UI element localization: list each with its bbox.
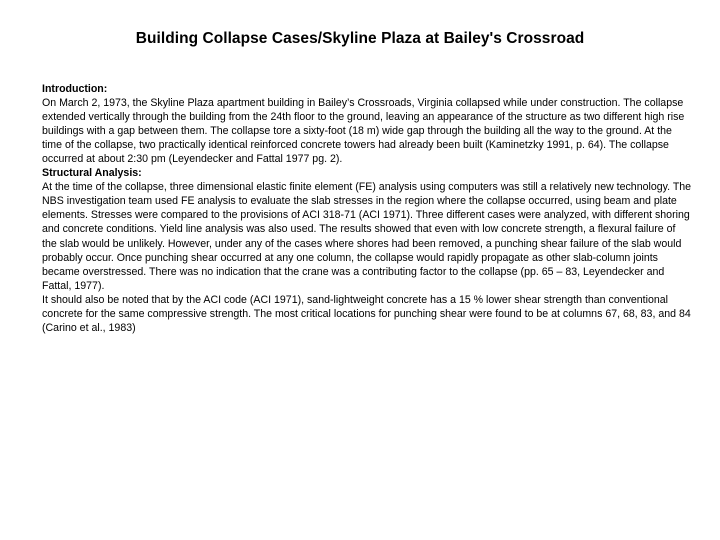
structural-analysis-heading: Structural Analysis:: [42, 167, 142, 180]
note-paragraph: It should also be noted that by the ACI code (ACI 1971), sand-lightweight concrete has a 15 % lower shear strength than conventional concrete for the same compressive strength. The most critical locations for punching shear were found to be at columns 67, 68, 83, and 84 (Carino et al., 1983): [42, 293, 691, 334]
structural-analysis-paragraph: At the time of the collapse, three dimensional elastic finite element (FE) analysis using computers was still a relatively new technology. The NBS investigation team used FE analysis to evaluate the slab stresses in the region where the collapse occurred, using beam and plate elements. Stresses were compared to the provisions of ACI 318-71 (ACI 1971). Three different cases were analyzed, with different shoring and concrete conditions. Yield line analysis was also used. The results showed that even with low concrete strength, a flexural failure of the slab would be unlikely. However, under any of the cases where shores had been removed, a punching shear failure of the slab would probably occur. Once punching shear occurred at any one column, the collapse would rapidly propagate as other slab-column joints became overstressed. There was no indication that the crane was a contributing factor to the collapse (pp. 65 – 83, Leyendecker and Fattal, 1977).: [42, 181, 692, 292]
body-text: [42, 82, 692, 335]
introduction-paragraph: On March 2, 1973, the Skyline Plaza apartment building in Bailey’s Crossroads, Virginia collapsed while under construction. The collapse extended vertically through the building from the 24th floor to the ground, leaving an appearance of the structure as two different high rise buildings with a gap between them. The collapse tore a sixty-foot (18 m) wide gap through the building all the way to the ground. At the time of the collapse, two practically identical reinforced concrete towers had already been built (Kaminetzky 1991, p. 64). The collapse occurred at about 2:30 pm (Leyendecker and Fattal 1977 pg. 2).: [42, 97, 685, 166]
page-title: Building Collapse Cases/Skyline Plaza at Bailey's Crossroad: [135, 30, 585, 47]
introduction-heading: Introduction:: [42, 83, 108, 95]
